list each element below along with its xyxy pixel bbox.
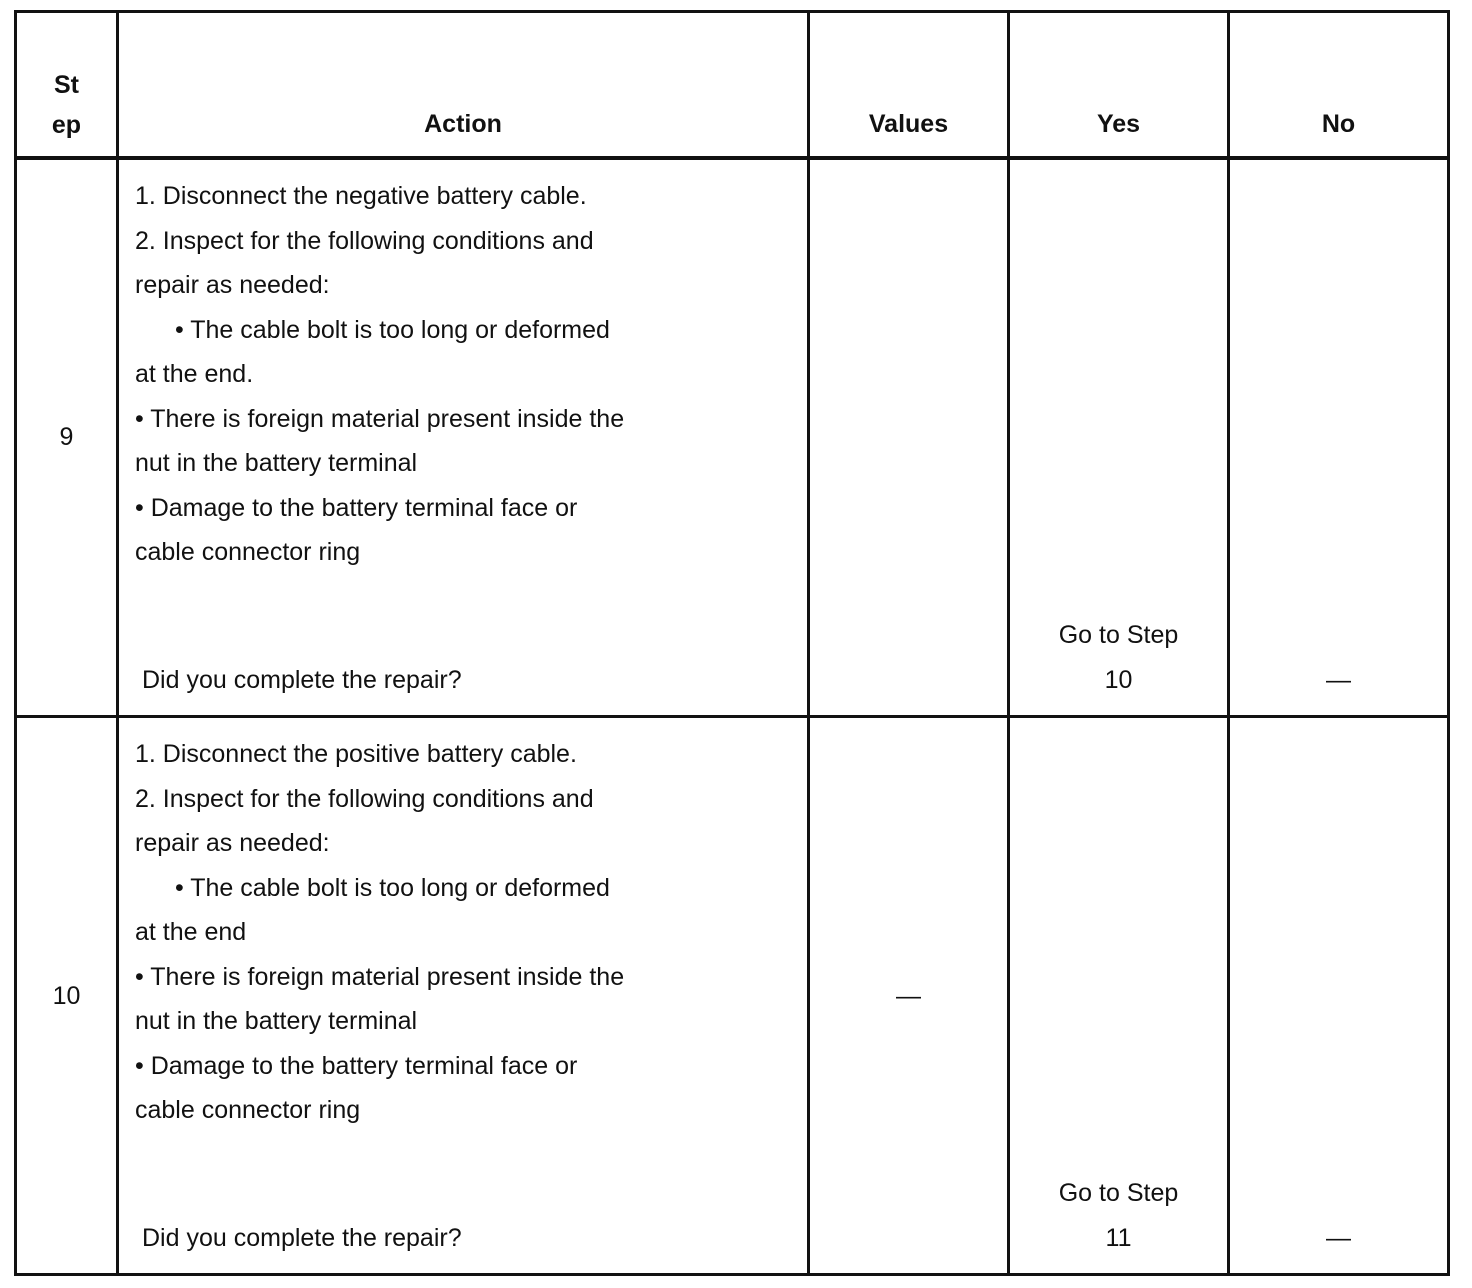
action-line: nut in the battery terminal	[135, 449, 418, 477]
table-row-action	[135, 732, 805, 1133]
action-line: at the end	[135, 918, 247, 946]
table-border-top	[14, 10, 1450, 13]
header-no: No	[1321, 110, 1356, 138]
yes-goto-step: 11	[1105, 1223, 1132, 1252]
action-line: • There is foreign material present inside the	[135, 962, 625, 991]
action-line: • Damage to the battery terminal face or	[135, 1051, 578, 1080]
table-row-step-number: 9	[59, 423, 74, 451]
action-line: • The cable bolt is too long or deformed	[175, 315, 610, 344]
yes-goto-text: Go to Step	[1058, 1179, 1179, 1207]
action-line: cable connector ring	[135, 1096, 361, 1124]
action-line: • Damage to the battery terminal face or	[135, 493, 578, 522]
header-step-line1: St	[54, 71, 79, 99]
header-step-line2: ep	[51, 111, 82, 139]
table-row-action	[135, 174, 805, 575]
yes-goto-step: 10	[1104, 665, 1133, 694]
action-question: Did you complete the repair?	[142, 1224, 462, 1252]
row-divider	[14, 715, 1450, 718]
action-question: Did you complete the repair?	[142, 666, 462, 694]
table-border-bottom	[14, 1273, 1450, 1276]
diagnostic-table	[14, 10, 1450, 1276]
action-line: 2. Inspect for the following conditions and	[135, 784, 594, 813]
action-line: 2. Inspect for the following conditions and	[135, 226, 594, 255]
action-line: • The cable bolt is too long or deformed	[175, 873, 610, 902]
action-line: 1. Disconnect the negative battery cable.	[135, 182, 587, 210]
header-step	[17, 65, 116, 145]
header-divider	[14, 156, 1450, 160]
header-values: Values	[868, 110, 949, 138]
header-action: Action	[424, 110, 502, 138]
table-border-left	[14, 10, 17, 1276]
header-yes: Yes	[1096, 110, 1141, 138]
action-line: cable connector ring	[135, 538, 361, 566]
action-line: • There is foreign material present inside the	[135, 404, 625, 433]
action-line: at the end.	[135, 360, 254, 388]
table-row-no: —	[1326, 1224, 1351, 1252]
table-row-no: —	[1326, 666, 1351, 694]
table-row-step-number: 10	[52, 982, 81, 1010]
table-row-values: —	[896, 982, 921, 1010]
yes-goto-text: Go to Step	[1058, 621, 1179, 649]
table-row-yes	[1010, 613, 1227, 702]
action-line: repair as needed:	[135, 271, 330, 299]
action-line: 1. Disconnect the positive battery cable.	[135, 740, 577, 768]
table-border-right	[1447, 10, 1450, 1276]
column-divider	[807, 10, 810, 1276]
column-divider	[116, 10, 119, 1276]
action-line: nut in the battery terminal	[135, 1007, 418, 1035]
column-divider	[1227, 10, 1230, 1276]
action-line: repair as needed:	[135, 829, 330, 857]
table-row-yes	[1010, 1171, 1227, 1260]
